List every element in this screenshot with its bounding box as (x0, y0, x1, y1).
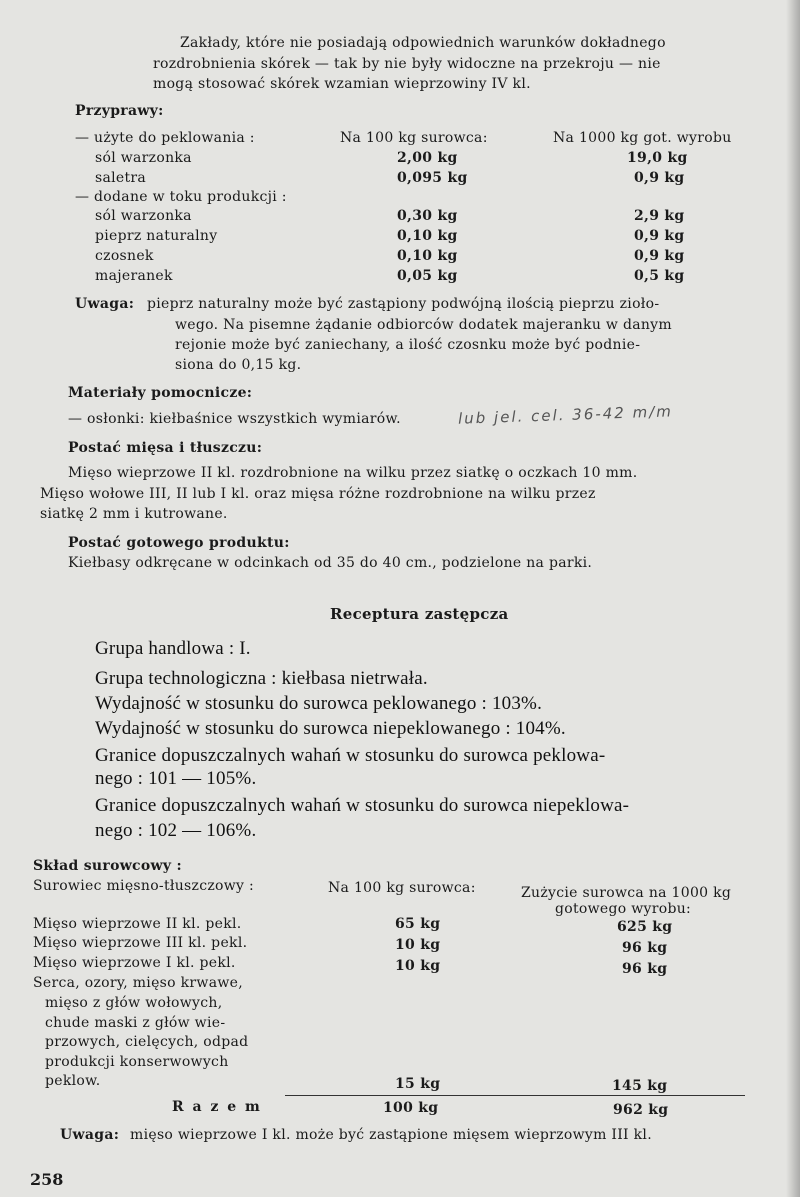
spice-name: saletra (95, 170, 147, 186)
recipe-title: Receptura zastępcza (330, 605, 509, 623)
composition-mixed-line-4: przowych, cielęcych, odpad (45, 1034, 249, 1050)
spice-per-100: 2,00 kg (397, 150, 458, 166)
note2-label: Uwaga: (60, 1127, 120, 1143)
spices-col-right: Na 1000 kg got. wyrobu (553, 130, 732, 146)
spice-name: sól warzonka (95, 208, 192, 224)
intro-line-1: Zakłady, które nie posiadają odpowiednich warunków dokładnego (180, 35, 666, 51)
spice-per-1000: 19,0 kg (627, 150, 688, 166)
handwritten-note: lub jel. cel. 36-42 m/m (457, 402, 674, 428)
aux-heading: Materiały pomocnicze: (68, 385, 253, 401)
composition-mixed-per-1000: 145 kg (612, 1078, 668, 1094)
note1-label: Uwaga: (75, 296, 135, 312)
recipe-line-8: nego : 102 — 106%. (95, 820, 257, 841)
spice-per-100: 0,10 kg (397, 248, 458, 264)
spice-per-100: 0,05 kg (397, 268, 458, 284)
recipe-line-5: Granice dopuszczalnych wahań w stosunku do surowca peklowa- (95, 745, 606, 766)
spice-per-1000: 0,9 kg (634, 228, 685, 244)
spice-per-1000: 0,9 kg (634, 248, 685, 264)
composition-item-per-100: 10 kg (395, 958, 441, 974)
composition-col-mid: Na 100 kg surowca: (328, 880, 476, 896)
composition-item-per-1000: 625 kg (617, 919, 673, 935)
recipe-line-7: Granice dopuszczalnych wahań w stosunku do surowca niepeklowa- (95, 795, 630, 816)
recipe-line-1: Grupa handlowa : I. (95, 638, 251, 659)
spice-name: sól warzonka (95, 150, 192, 166)
composition-mixed-line-3: chude maski z głów wie- (45, 1015, 226, 1031)
note1-line-4: siona do 0,15 kg. (175, 357, 302, 373)
recipe-line-3: Wydajność w stosunku do surowca peklowanego : 103%. (95, 693, 543, 714)
composition-mixed-line-5: produkcji konserwowych (45, 1054, 229, 1070)
composition-col-right-1: Zużycie surowca na 1000 kg (521, 885, 732, 901)
composition-item-name: Mięso wieprzowe II kl. pekl. (33, 916, 242, 932)
recipe-line-4: Wydajność w stosunku do surowca niepeklowanego : 104%. (95, 718, 566, 739)
spices-col-mid: Na 100 kg surowca: (340, 130, 488, 146)
aux-line: — osłonki: kiełbaśnice wszystkich wymiarów. (68, 411, 401, 427)
composition-item-per-100: 10 kg (395, 937, 441, 953)
note1-line-3: rejonie może być zaniechany, a ilość czosnku może być podnie- (175, 337, 641, 353)
product-form-line: Kiełbasy odkręcane w odcinkach od 35 do 40 cm., podzielone na parki. (68, 555, 593, 571)
spice-name: czosnek (95, 248, 154, 264)
composition-item-per-100: 65 kg (395, 916, 441, 932)
spices-heading: Przyprawy: (75, 103, 164, 119)
spices-col-left: — użyte do peklowania : (75, 130, 255, 146)
composition-mixed-per-100: 15 kg (395, 1076, 441, 1092)
composition-mixed-line-2: mięso z głów wołowych, (45, 995, 223, 1011)
note1-line-1: pieprz naturalny może być zastąpiony podwójną ilością pieprzu zioło- (147, 296, 660, 312)
spice-name: majeranek (95, 268, 173, 284)
spice-per-100: 0,095 kg (397, 170, 468, 186)
note2-text: mięso wieprzowe I kl. może być zastąpione mięsem wieprzowym III kl. (130, 1127, 652, 1143)
spice-per-1000: 0,9 kg (634, 170, 685, 186)
meat-form-heading: Postać mięsa i tłuszczu: (68, 440, 263, 456)
spice-per-100: 0,10 kg (397, 228, 458, 244)
spice-per-1000: 2,9 kg (634, 208, 685, 224)
composition-item-name: Mięso wieprzowe III kl. pekl. (33, 935, 248, 951)
spice-name: pieprz naturalny (95, 228, 218, 244)
note1-line-2: wego. Na pisemne żądanie odbiorców dodatek majeranku w danym (175, 317, 672, 333)
composition-item-per-1000: 96 kg (622, 961, 668, 977)
page-edge-shadow (786, 0, 800, 1197)
product-form-heading: Postać gotowego produktu: (68, 535, 290, 551)
composition-heading: Skład surowcowy : (33, 858, 182, 874)
composition-item-per-1000: 96 kg (622, 940, 668, 956)
composition-col-right-2: gotowego wyrobu: (555, 901, 692, 917)
intro-line-2: rozdrobnienia skórek — tak by nie były widoczne na przekroju — nie (153, 56, 661, 72)
meat-form-line-2: Mięso wołowe III, II lub I kl. oraz mięsa różne rozdrobnione na wilku przez (40, 486, 596, 502)
composition-col-left: Surowiec mięsno-tłuszczowy : (33, 878, 255, 894)
recipe-line-6: nego : 101 — 105%. (95, 768, 257, 789)
page-number: 258 (30, 1170, 64, 1189)
intro-line-3: mogą stosować skórek wzamian wieprzowiny IV kl. (153, 76, 531, 92)
total-per-100: 100 kg (383, 1100, 439, 1116)
composition-mixed-line-1: Serca, ozory, mięso krwawe, (33, 975, 243, 991)
meat-form-line-1: Mięso wieprzowe II kl. rozdrobnione na wilku przez siatkę o oczkach 10 mm. (68, 465, 638, 481)
composition-mixed-line-6: peklow. (45, 1073, 101, 1089)
spices-subheading-added: — dodane w toku produkcji : (75, 189, 287, 205)
total-per-1000: 962 kg (613, 1102, 669, 1118)
composition-item-name: Mięso wieprzowe I kl. pekl. (33, 955, 236, 971)
total-divider (285, 1095, 745, 1096)
meat-form-line-3: siatkę 2 mm i kutrowane. (40, 506, 228, 522)
spice-per-100: 0,30 kg (397, 208, 458, 224)
spice-per-1000: 0,5 kg (634, 268, 685, 284)
total-label: R a z e m (172, 1099, 262, 1115)
recipe-line-2: Grupa technologiczna : kiełbasa nietrwała. (95, 668, 428, 689)
